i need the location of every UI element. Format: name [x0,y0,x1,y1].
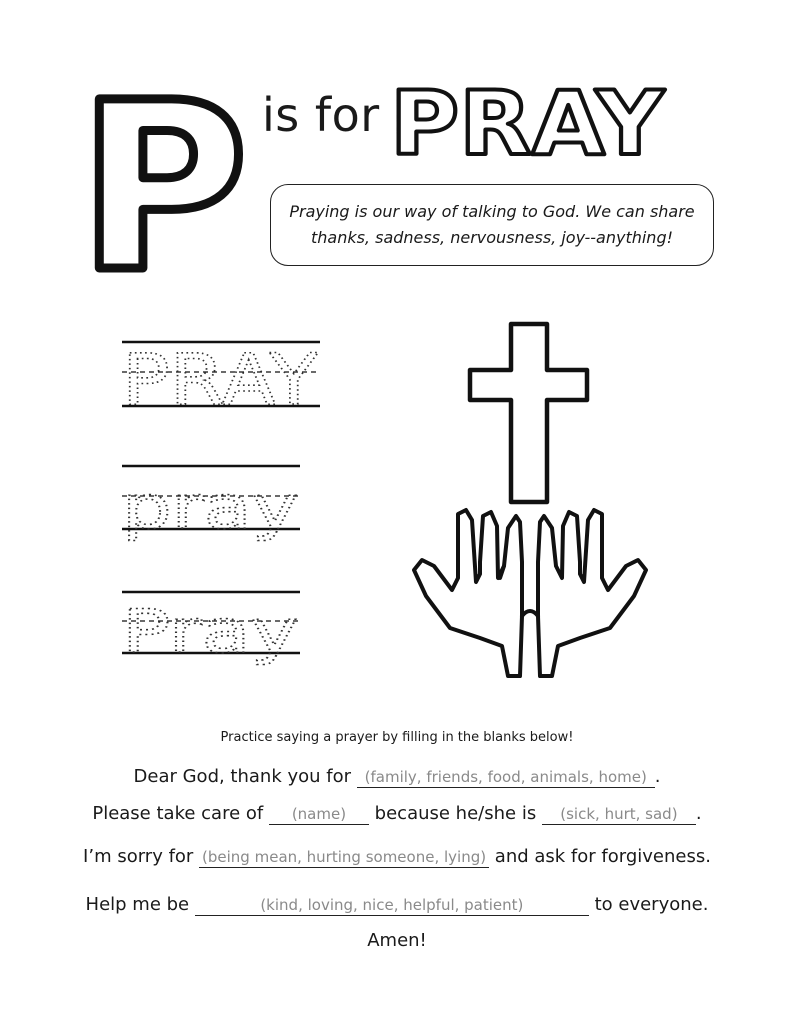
trace-lower-text: pray [122,473,298,543]
prayer-line-1 [0,766,794,788]
big-letter-p-text: P [78,72,249,282]
prayer-line-3 [0,846,794,868]
cross-icon [470,324,587,502]
amen-text: Amen! [367,930,427,951]
line2-prefix: Please take care of [92,803,269,824]
line4-suffix: to everyone. [588,894,709,915]
intro-box [270,184,714,266]
tracing-row-title [122,592,300,667]
big-letter-p [70,72,250,282]
prayer-line-4 [0,894,794,916]
tracing-area [110,330,330,670]
blank-name[interactable]: (name) [269,804,369,825]
is-for-label: is for [262,88,380,142]
line3-prefix: I’m sorry for [83,846,200,867]
blank-sorry-for[interactable]: (being mean, hurting someone, lying) [199,847,489,868]
trace-upper-text: PRAY [122,339,319,421]
blank-thankful-for[interactable]: (family, friends, food, animals, home) [357,767,655,788]
instructions-text: Practice saying a prayer by filling in the blanks below! [220,730,574,745]
pray-headline-text: PRAY [390,76,666,166]
praying-hands-icon [414,510,646,676]
blank-help-me-be[interactable]: (kind, loving, nice, helpful, patient) [195,895,589,916]
line2-middle: because he/she is [368,803,542,824]
prayer-line-2 [0,803,794,825]
tracing-row-upper [122,339,320,421]
cross-and-hands [400,316,660,690]
line2-suffix: . [695,803,702,824]
line4-prefix: Help me be [85,894,195,915]
line3-suffix: and ask for forgiveness. [489,846,711,867]
line1-suffix: . [654,766,661,787]
trace-title-text: Pray [122,597,298,667]
line1-prefix: Dear God, thank you for [133,766,357,787]
intro-text: Praying is our way of talking to God. We can share thanks, sadness, nervousness, joy--anything! [289,202,695,247]
blank-condition[interactable]: (sick, hurt, sad) [542,804,696,825]
pray-headline [384,76,674,166]
tracing-row-lower [122,466,300,543]
